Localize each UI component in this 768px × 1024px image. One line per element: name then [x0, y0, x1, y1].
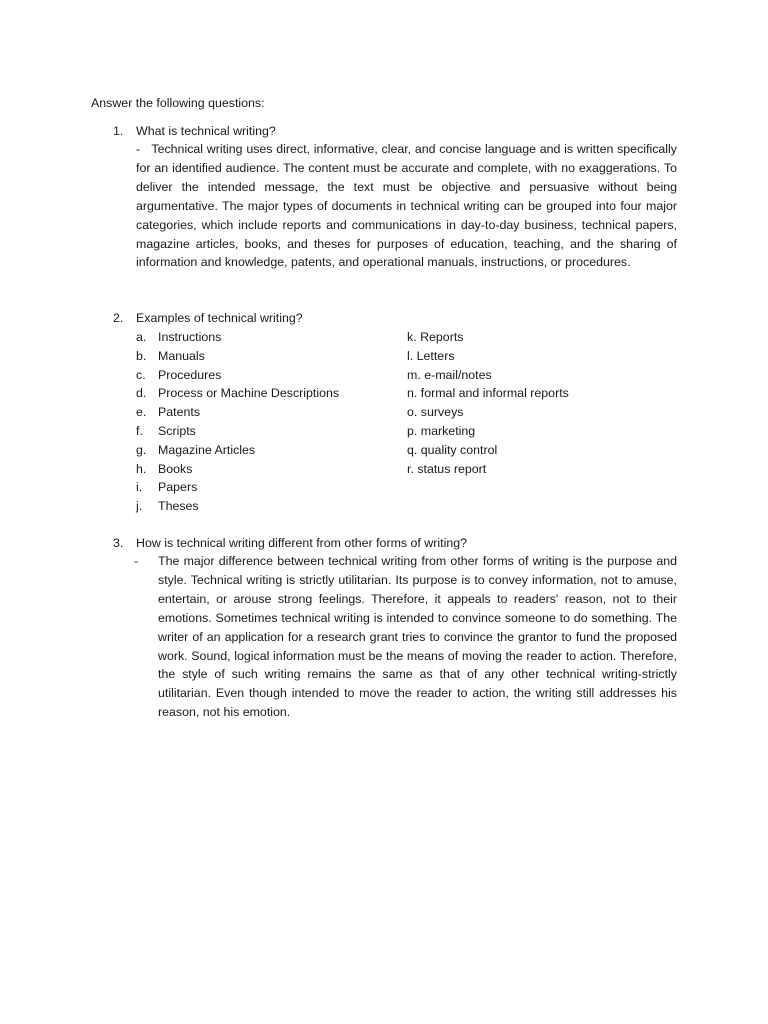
question-text: What is technical writing?: [136, 124, 276, 138]
list-item: p. marketing: [407, 423, 476, 438]
answer-text: Technical writing uses direct, informative, clear, and concise language and is written specifically for an identified audience. The content must be accurate and complete, with no exaggerations. To deliver the intended message, the text must be objective and persuasive without being argumentative. The major types of documents in technical writing can be grouped into four major categories, which include reports and communications in day-to-day business, technical papers, magazine articles, books, and theses for purposes of education, teaching, and the sharing of information and knowledge, patents, and operational manuals, instructions, or procedures.: [136, 142, 678, 270]
item-text: Scripts: [158, 423, 196, 438]
question-number: 1.: [113, 124, 124, 138]
question-text: Examples of technical writing?: [136, 311, 303, 325]
list-item: q. quality control: [407, 442, 498, 457]
question-3: [113, 535, 467, 551]
list-item: [136, 403, 339, 422]
answer-3: The major difference between technical writing from other forms of writing is the purpose and style. Technical writing is strictly utilitarian. Its purpose is to convey information, not to amuse, entertain, or arouse strong feelings. Therefore, it appeals to readers' reason, not to their emotions. Sometimes technical writing is intended to convince someone to do something. The writer of an application for a research grant tries to convince the grantor to fund the proposed work. Sound, logical information must be the means of moving the reader to action. Therefore, the style of such writing remains the same as that of any other technical writing-strictly utilitarian. Even though intended to move the reader to action, the writing still addresses his reason, not his emotion.: [158, 554, 677, 720]
item-text: Books: [158, 461, 193, 476]
item-text: Papers: [158, 480, 198, 495]
item-marker: h.: [136, 461, 147, 476]
item-marker: i.: [136, 480, 143, 495]
item-text: Manuals: [158, 348, 205, 363]
answer-dash: -: [134, 554, 139, 568]
answer-1: [136, 140, 677, 272]
question-1: [113, 123, 276, 139]
item-marker: f.: [136, 423, 143, 438]
item-text: Patents: [158, 405, 201, 420]
item-marker: e.: [136, 405, 147, 420]
list-item: [136, 366, 339, 385]
list-item: [136, 441, 339, 460]
examples-list-left: [136, 328, 339, 516]
item-text: Instructions: [158, 330, 222, 344]
item-marker: b.: [136, 348, 147, 363]
item-marker: j.: [136, 499, 143, 514]
list-item: [136, 347, 339, 366]
item-marker: g.: [136, 442, 147, 457]
list-item: [136, 478, 339, 497]
question-text: How is technical writing different from other forms of writing?: [136, 536, 468, 550]
question-number: 3.: [113, 536, 124, 550]
item-text: Process or Machine Descriptions: [158, 386, 340, 401]
list-item: [136, 460, 339, 479]
item-text: Theses: [158, 499, 199, 514]
item-marker: a.: [136, 330, 147, 344]
list-item: [136, 384, 339, 403]
item-marker: d.: [136, 386, 147, 401]
item-text: Magazine Articles: [158, 442, 256, 457]
list-item: [136, 497, 339, 516]
list-item: [136, 422, 339, 441]
item-text: Procedures: [158, 367, 222, 382]
list-item: [136, 328, 339, 347]
list-item: r. status report: [407, 461, 487, 476]
question-number: 2.: [113, 311, 124, 325]
list-item: m. e-mail/notes: [407, 367, 492, 382]
examples-list-right: [407, 328, 569, 478]
list-item: l. Letters: [407, 348, 455, 363]
list-item: o. surveys: [407, 405, 464, 420]
question-2: [113, 310, 303, 326]
list-item: n. formal and informal reports: [407, 386, 569, 401]
list-item: k. Reports: [407, 330, 464, 344]
item-marker: c.: [136, 367, 146, 382]
answer-dash: -: [136, 142, 141, 156]
instructions-heading: Answer the following questions:: [91, 96, 265, 110]
